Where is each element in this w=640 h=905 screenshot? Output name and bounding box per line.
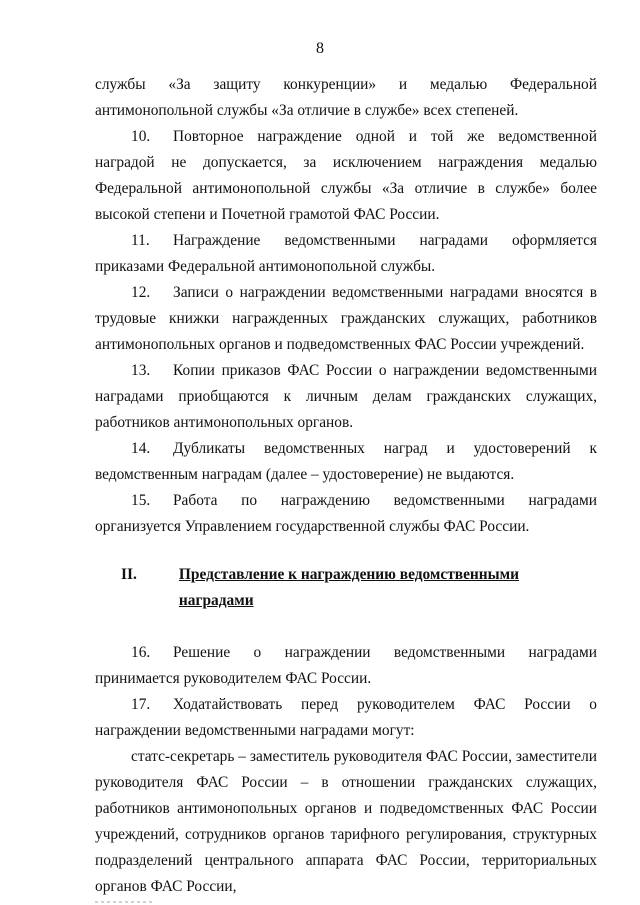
paragraph-number: 10.	[131, 128, 151, 145]
paragraph-text: Решение о награждении ведомственными наградами принимается руководителем ФАС России.	[95, 644, 597, 687]
paragraph-continuation	[95, 72, 597, 124]
paragraph-text: Копии приказов ФАС России о награждении ведомственными наградами приобщаются к личным делам гражданских служащих, работников антимонопольных органов.	[95, 362, 597, 431]
paragraph-number: 11.	[131, 232, 150, 249]
page-number: 8	[316, 40, 324, 57]
paragraph-number: 15.	[131, 492, 151, 509]
paragraph-16	[95, 640, 597, 692]
paragraph-number: 14.	[131, 440, 151, 457]
paragraph-number: 12.	[131, 284, 151, 301]
paragraph-text: службы «За защиту конкуренции» и медалью Федеральной антимонопольной службы «За отличие в службе» всех степеней.	[95, 76, 597, 119]
section-number: II.	[121, 566, 137, 583]
paragraph-text: Награждение ведомственными наградами оформляется приказами Федеральной антимонопольной службы.	[95, 232, 597, 275]
paragraph-14	[95, 436, 597, 488]
scan-artifact	[95, 901, 155, 903]
paragraph-text: Повторное награждение одной и той же ведомственной наградой не допускается, за исключением награждения медалью Федеральной антимонопольной службы «За отличие в службе» более высокой степени и Почетной грамотой ФАС России.	[95, 128, 597, 223]
paragraph-17-list-item	[95, 744, 597, 900]
paragraph-10	[95, 124, 597, 228]
paragraph-11	[95, 228, 597, 280]
paragraph-text: Работа по награждению ведомственными наградами организуется Управлением государственной службы ФАС России.	[95, 492, 597, 535]
paragraph-number: 16.	[131, 644, 151, 661]
document-body	[95, 72, 597, 900]
paragraph-13	[95, 358, 597, 436]
paragraph-text: статс-секретарь – заместитель руководителя ФАС России, заместители руководителя ФАС России – в отношении гражданских служащих, работников антимонопольных органов и подведомственных ФАС России учреждений, сотрудников органов тарифного регулирования, структурных подразделений центрального аппарата ФАС России, территориальных органов ФАС России,	[95, 748, 597, 895]
paragraph-17	[95, 692, 597, 744]
paragraph-15	[95, 488, 597, 540]
section-heading	[95, 562, 597, 614]
paragraph-text: Ходатайствовать перед руководителем ФАС России о награждении ведомственными наградами могут:	[95, 696, 597, 739]
paragraph-number: 13.	[131, 362, 151, 379]
paragraph-text: Записи о награждении ведомственными наградами вносятся в трудовые книжки награжденных гражданских служащих, работников антимонопольных органов и подведомственных ФАС России учреждений.	[95, 284, 597, 353]
paragraph-number: 17.	[131, 696, 151, 713]
section-title: Представление к награждению ведомственными наградами	[178, 566, 520, 609]
paragraph-text: Дубликаты ведомственных наград и удостоверений к ведомственным наградам (далее – удостоверение) не выдаются.	[95, 440, 597, 483]
paragraph-12	[95, 280, 597, 358]
